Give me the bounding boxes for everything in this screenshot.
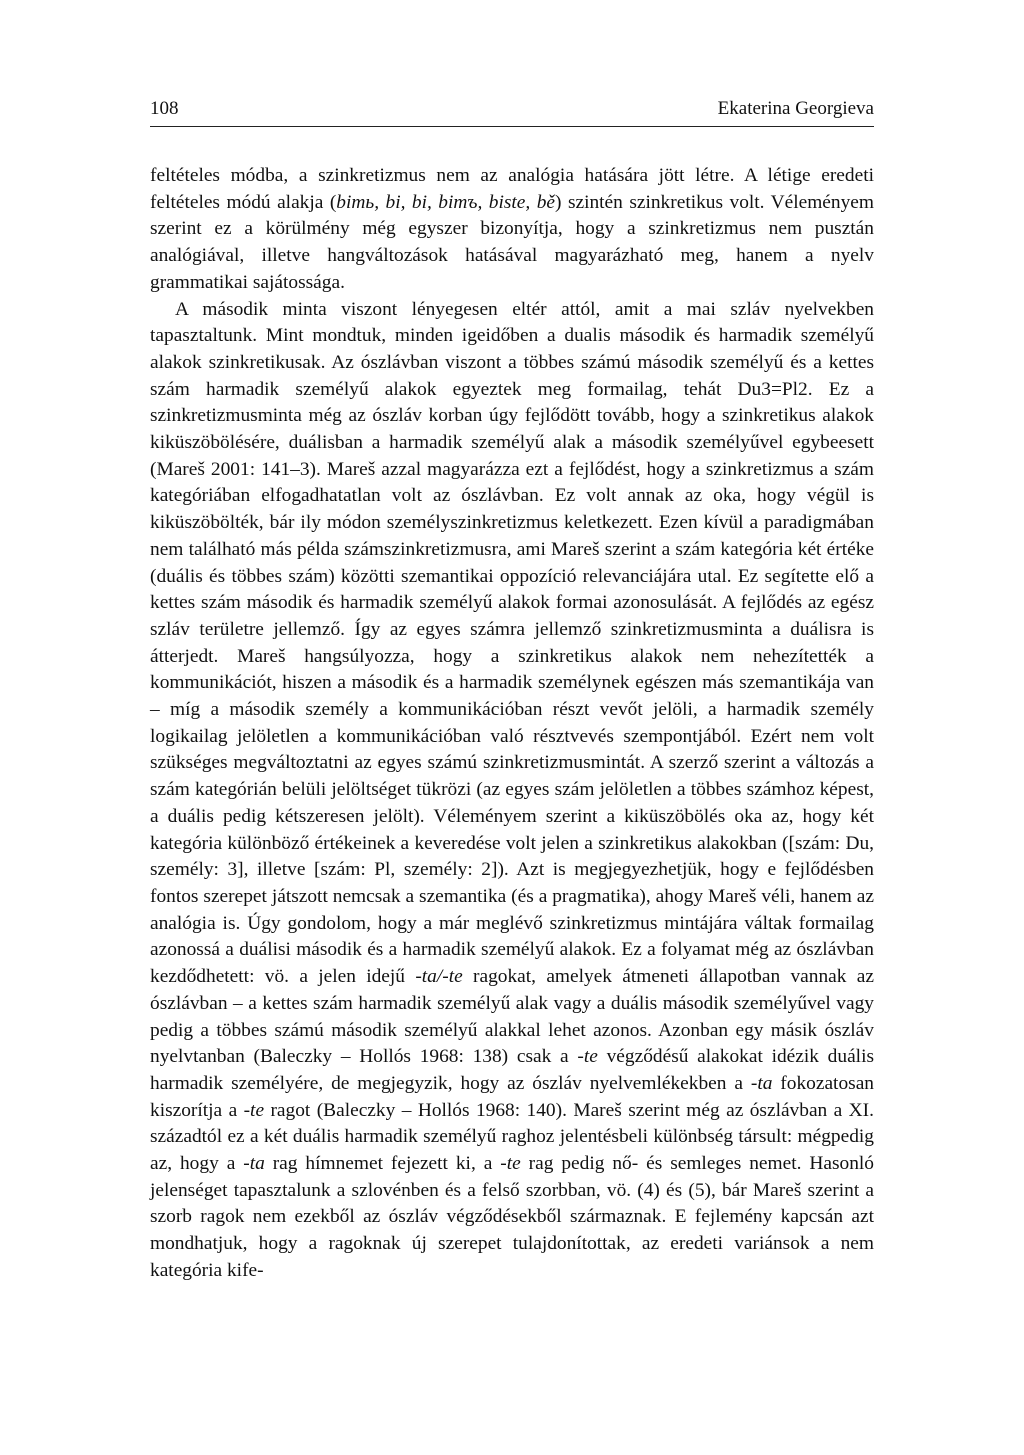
- text-run: feltételes módba, a szinkretizmus nem az analógia hatására jött létre. A létige eredeti feltételes módú alakja (: [150, 165, 874, 213]
- italic-suffix: -te: [243, 1099, 265, 1121]
- text-run: A második minta viszont lényegesen eltér attól, amit a mai szláv nyelvekben tapasztaltunk. Mint mondtuk, minden igeidőben a dualis második és harmadik személyű alakok szinkretikusak. Az ószlávban viszont a többes számú második személyű és a kettes szám harmadik személyű alakok egyeztek meg formailag, tehát Du3=Pl2. Ez a szinkretizmusminta még az ószláv korban úgy fejlődött tovább, hogy a szinkretikus alakok kiküszöbölésére, duálisban a harmadik személyű alak a második személyűvel egybeesett (Mareš 2001: 141–3). Mareš azzal magyarázza ezt a fejlődést, hogy a szinkretizmus a szám kategóriában elfogadhatatlan volt az ószlávban. Ez volt annak az oka, hogy végül is kiküszöbölték, bár ily módon személyszinkretizmus keletkezett. Ezen kívül a paradigmában nem található más példa számszinkretizmusra, ami Mareš szerint a szám kategória két értéke (duális és többes szám) közötti szemantikai oppozíció relevanciájára utal. Ez segítette elő a kettes szám második és harmadik személyű alakok formai azonosulását. A fejlődés az egész szláv területre jellemző. Így az egyes számra jellemző szinkretizmusminta a duálisra is átterjedt. Mareš hangsúlyozza, hogy a szinkretikus alakok nem nehezítették a kommunikációt, hiszen a második és a harmadik személynek egészen más szemantikája van – míg a második személy a kommunikációban részt vevőt jelöli, a harmadik személy logikailag jelöletlen a kommunikációban való résztvevés szempontjából. Ezért nem volt szükséges megváltoztatni az egyes számú szinkretizmusmintát. A szerző szerint a változás a szám kategórián belüli jelöltséget tükrözi (az egyes szám jelöletlen a többes számhoz képest, a duális pedig kétszeresen jelölt). Véleményem szerint a kiküszöbölés oka az, hogy két kategória különböző értékeinek a keveredése volt jelen a szinkretikus alakokban ([szám: Du, személy: 3], illetve [szám: Pl, személy: 2]). Azt is megjegyezhetjük, hogy e fejlődésben fontos szerepet játszott nemcsak a szemantika (és a pragmatika), ahogy Mareš véli, hanem az analógia is. Úgy gondolom, hogy a már meglévő szinkretizmus mintájára váltak formailag azonossá a duálisi második és a harmadik személyű alakok. Ez a folyamat még az ószlávban kezdődhetett: vö. a jelen idejű: [150, 298, 874, 988]
- text-run: rag pedig nő- és semleges nemet. Hasonló jelenséget tapasztalunk a szlovénben és a felső szorbban, vö. (4) és (5), bár Mareš szerint a szorb ragok nem ezekből az ószláv végződésekből származnak. E fejlemény kapcsán azt mondhatjuk, hogy a ragoknak új szerepet tulajdonítottak, az eredeti variánsok a nem kategória kife-: [150, 1153, 874, 1281]
- italic-suffix: -ta: [750, 1072, 773, 1094]
- body-text: [150, 163, 874, 1285]
- text-run: végződésű alakokat idézik duális harmadik személyére, de megjegyzik, hogy az ószláv nyelvemlékekben a: [150, 1046, 875, 1094]
- text-run: ) szintén szinkretikus volt. Véleményem szerint ez a körülmény még egyszer bizonyítja, hogy a szinkretizmus nem pusztán analógiával, illetve hangváltozások hatásával magyarázható meg, hanem a nyelv grammatikai sajátossága.: [150, 191, 874, 293]
- paragraph-1: [150, 163, 874, 297]
- text-run: fokozatosan kiszorítja a: [150, 1072, 874, 1121]
- running-head-author: Ekaterina Georgieva: [717, 98, 874, 119]
- italic-suffix: -ta: [243, 1153, 265, 1175]
- page-number: 108: [150, 98, 179, 119]
- page-header: [150, 92, 874, 127]
- text-run: ragokat, amelyek átmeneti állapotban vannak az ószlávban – a kettes szám harmadik személyű alak vagy a duális második személyűvel vagy pedig a többes számú második személyű alakkal lehet azonos. Azonban egy másik ószláv nyelvtanban (Baleczky – Hollós 1968: 138) csak a: [150, 966, 874, 1068]
- text-run: rag hímnemet fejezett ki, a: [264, 1153, 501, 1175]
- paragraph-2: [150, 297, 874, 1285]
- italic-suffix: -ta/-te: [415, 966, 463, 988]
- text-run: ragot (Baleczky – Hollós 1968: 140). Mareš szerint még az ószlávban a XI. századtól ez a két duális harmadik személyű raghoz jelentésbeli különbség társult: mégpedig az, hogy a: [150, 1099, 874, 1175]
- italic-suffix: -te: [577, 1046, 598, 1068]
- italic-suffix: -te: [500, 1153, 521, 1175]
- italic-example: bimь, bi, bi, bimъ, biste, bě: [336, 191, 556, 213]
